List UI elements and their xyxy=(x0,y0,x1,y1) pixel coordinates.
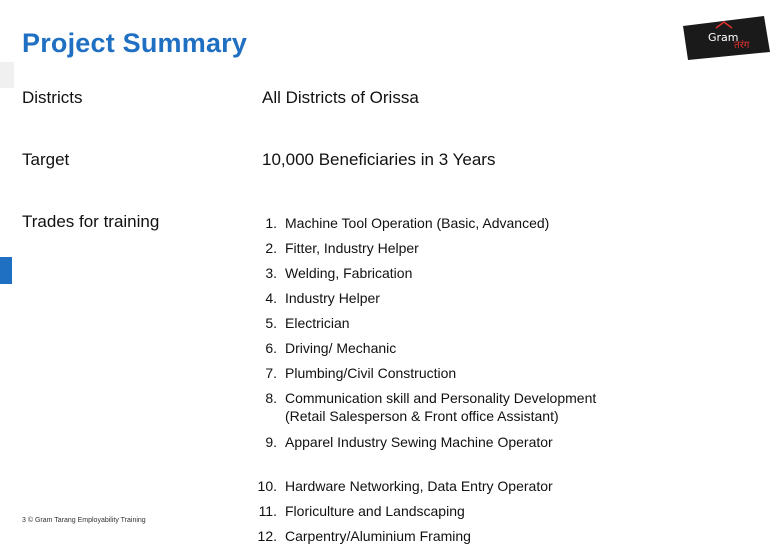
trade-text: Carpentry/Aluminium Framing xyxy=(285,528,471,544)
trade-item xyxy=(245,214,596,232)
trade-text: Floriculture and Landscaping xyxy=(285,503,465,519)
trade-text: Apparel Industry Sewing Machine Operator xyxy=(285,434,553,450)
trade-number: 2. xyxy=(265,240,277,256)
districts-label: Districts xyxy=(22,88,83,107)
trade-text: Driving/ Mechanic xyxy=(285,340,397,356)
trade-number: 8. xyxy=(265,390,277,406)
trade-text: Hardware Networking, Data Entry Operator xyxy=(285,478,553,494)
trade-number: 1. xyxy=(265,215,277,231)
trade-text: Industry Helper xyxy=(285,290,380,306)
svg-text:तरंग: तरंग xyxy=(734,40,750,51)
trade-number: 5. xyxy=(265,315,277,331)
trade-item xyxy=(245,314,596,332)
svg-text:Gram: Gram xyxy=(708,31,739,44)
trades-list xyxy=(245,214,596,545)
trade-text: (Retail Salesperson & Front office Assistant) xyxy=(285,408,559,424)
trade-number: 6. xyxy=(265,340,277,356)
target-label: Target xyxy=(22,150,70,169)
target-value: 10,000 Beneficiaries in 3 Years xyxy=(262,150,496,169)
trade-item xyxy=(245,527,596,545)
trade-item xyxy=(245,289,596,307)
trade-item xyxy=(245,389,596,425)
trade-text: Plumbing/Civil Construction xyxy=(285,365,457,381)
trade-number: 3. xyxy=(265,265,277,281)
trade-item xyxy=(245,364,596,382)
trade-number: 7. xyxy=(265,365,277,381)
side-tab-decoration xyxy=(0,62,14,88)
trade-item xyxy=(245,477,596,495)
trade-text: Machine Tool Operation (Basic, Advanced) xyxy=(285,215,550,231)
trade-number: 12. xyxy=(257,528,277,544)
districts-value: All Districts of Orissa xyxy=(262,88,419,107)
page-title: Project Summary xyxy=(22,28,248,58)
gram-tarang-logo xyxy=(680,14,772,62)
trade-item xyxy=(245,264,596,282)
trade-number: 9. xyxy=(265,434,277,450)
trade-text: Fitter, Industry Helper xyxy=(285,240,419,256)
trade-number: 11. xyxy=(258,503,277,519)
trade-number: 4. xyxy=(265,290,277,306)
trade-number: 10. xyxy=(257,478,277,494)
trade-item xyxy=(245,239,596,257)
side-tab-accent xyxy=(0,257,12,284)
trade-item xyxy=(245,502,596,520)
trade-item xyxy=(245,433,596,451)
footer-text: 3 © Gram Tarang Employability Training xyxy=(22,517,146,524)
trade-item xyxy=(245,339,596,357)
trade-text: Electrician xyxy=(285,315,350,331)
trade-text: Welding, Fabrication xyxy=(285,265,413,281)
trades-label: Trades for training xyxy=(22,212,160,231)
trade-text: Communication skill and Personality Development xyxy=(285,390,597,406)
